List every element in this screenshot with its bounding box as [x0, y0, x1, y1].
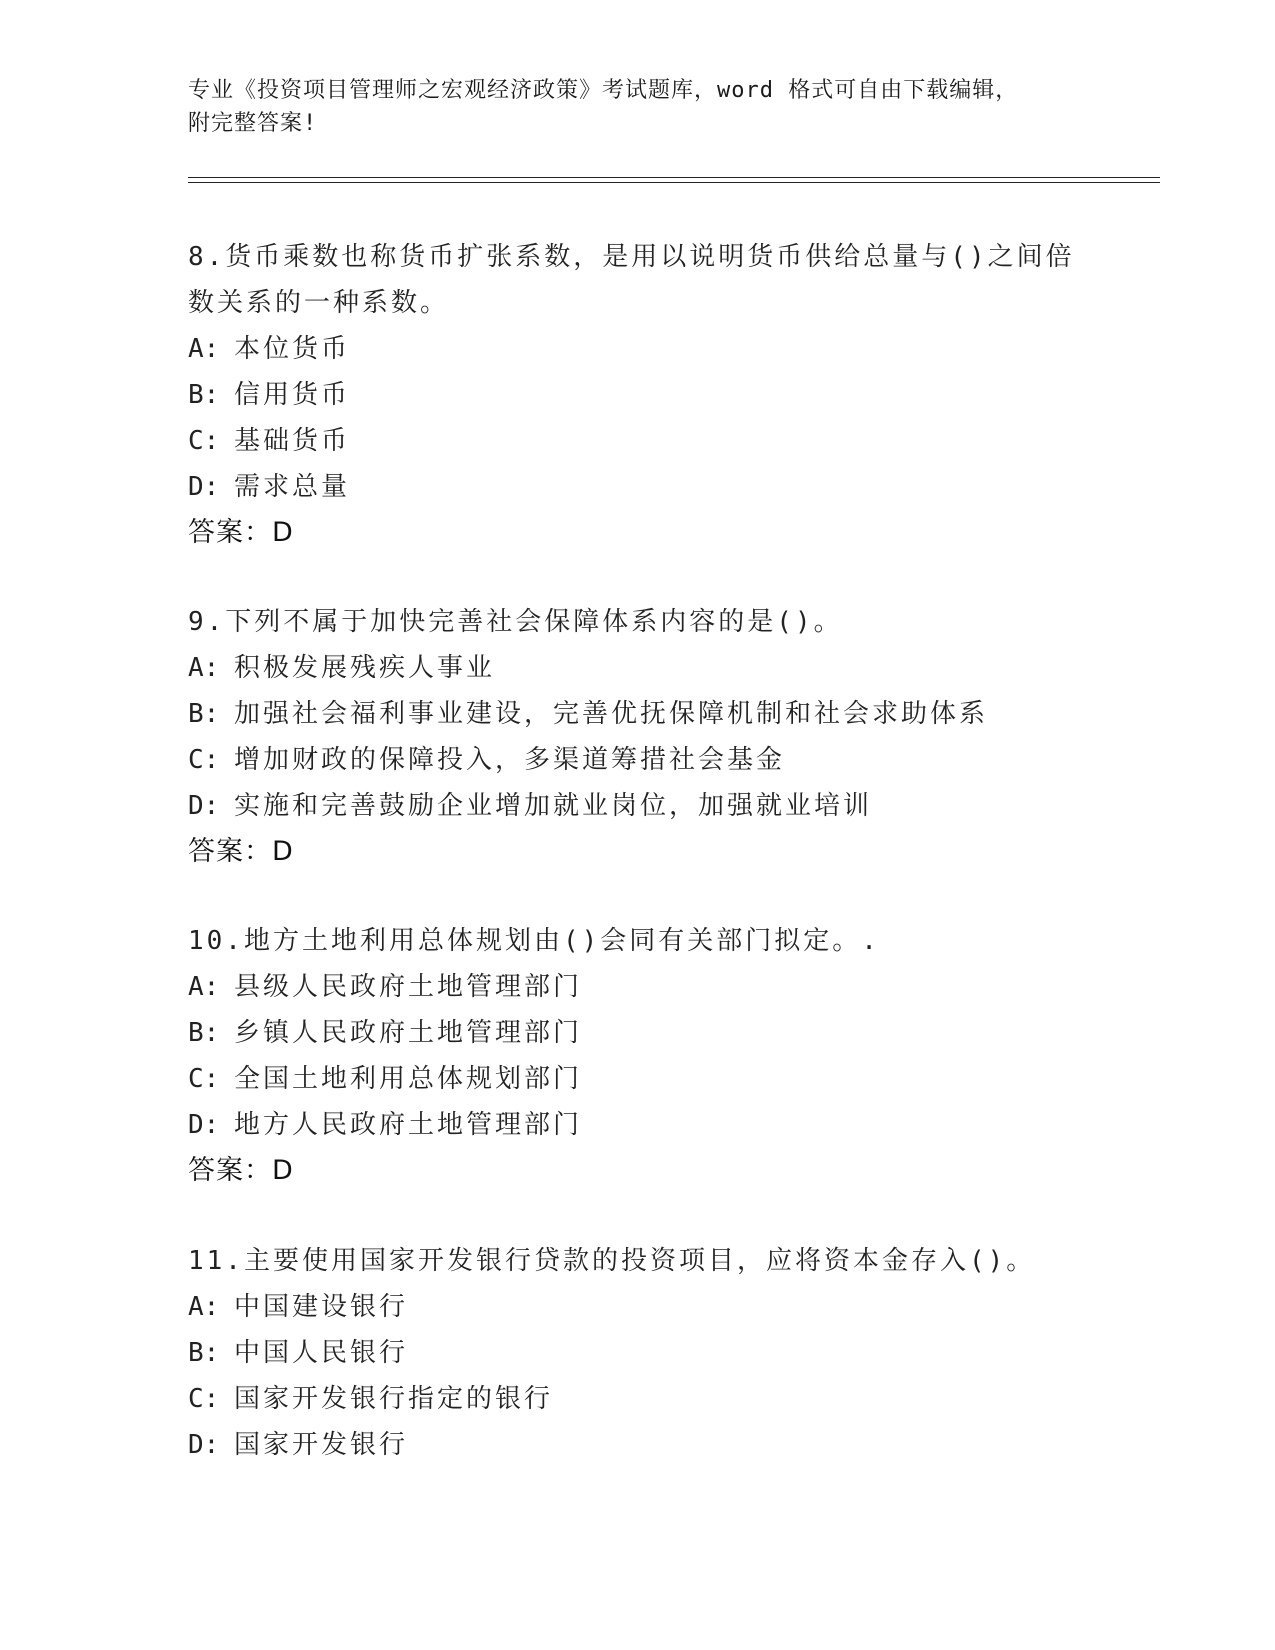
option-letter: A: [188, 334, 220, 364]
option-text: 地方人民政府土地管理部门 [234, 1110, 583, 1140]
answer-label: 答案：D [188, 836, 294, 867]
option-b [188, 372, 1088, 418]
header-divider-bottom [188, 182, 1160, 183]
question-stem: 10.地方土地利用总体规划由()会同有关部门拟定。. [188, 926, 880, 956]
option-b [188, 691, 1088, 737]
option-letter: C: [188, 426, 220, 456]
option-letter: D: [188, 1110, 220, 1140]
option-letter: C: [188, 1064, 220, 1094]
option-text: 实施和完善鼓励企业增加就业岗位，加强就业培训 [234, 791, 873, 821]
option-letter: D: [188, 472, 220, 502]
document-header [188, 74, 1068, 140]
option-letter: B: [188, 380, 220, 410]
option-text: 增加财政的保障投入，多渠道筹措社会基金 [234, 745, 786, 775]
question-stem-continued: 数关系的一种系数。 [188, 288, 450, 318]
question-stem: 9.下列不属于加快完善社会保障体系内容的是()。 [188, 607, 843, 637]
option-text: 加强社会福利事业建设，完善优抚保障机制和社会求助体系 [234, 699, 989, 729]
question-stem: 11.主要使用国家开发银行贷款的投资项目，应将资本金存入()。 [188, 1246, 1036, 1276]
option-a [188, 1284, 1088, 1330]
question-11 [188, 1238, 1088, 1468]
intro-text-line-1: 专业《投资项目管理师之宏观经济政策》考试题库，word 格式可自由下载编辑， [188, 78, 1019, 103]
option-b [188, 1010, 1088, 1056]
question-9 [188, 599, 1088, 875]
option-text: 基础货币 [234, 426, 351, 456]
option-text: 中国人民银行 [234, 1338, 409, 1368]
option-text: 中国建设银行 [234, 1292, 409, 1322]
option-text: 本位货币 [234, 334, 351, 364]
option-text: 国家开发银行指定的银行 [234, 1384, 554, 1414]
option-text: 国家开发银行 [234, 1430, 409, 1460]
answer-label: 答案：D [188, 1155, 294, 1186]
option-d [188, 1422, 1088, 1468]
option-letter: B: [188, 699, 220, 729]
answer-label: 答案：D [188, 517, 294, 548]
option-c [188, 737, 1088, 783]
option-letter: A: [188, 1292, 220, 1322]
option-letter: C: [188, 745, 220, 775]
question-stem: 8.货币乘数也称货币扩张系数，是用以说明货币供给总量与()之间倍 [188, 242, 1075, 272]
option-a [188, 645, 1088, 691]
option-b [188, 1330, 1088, 1376]
option-d [188, 783, 1088, 829]
option-letter: B: [188, 1338, 220, 1368]
option-d [188, 464, 1088, 510]
option-text: 需求总量 [234, 472, 351, 502]
header-divider-top [188, 177, 1160, 178]
question-8 [188, 234, 1088, 556]
option-a [188, 964, 1088, 1010]
option-c [188, 418, 1088, 464]
option-letter: D: [188, 791, 220, 821]
option-letter: A: [188, 653, 220, 683]
option-c [188, 1056, 1088, 1102]
option-letter: C: [188, 1384, 220, 1414]
option-text: 积极发展残疾人事业 [234, 653, 496, 683]
option-c [188, 1376, 1088, 1422]
option-d [188, 1102, 1088, 1148]
option-a [188, 326, 1088, 372]
option-text: 全国土地利用总体规划部门 [234, 1064, 583, 1094]
option-text: 信用货币 [234, 380, 351, 410]
option-letter: A: [188, 972, 220, 1002]
option-text: 县级人民政府土地管理部门 [234, 972, 583, 1002]
intro-text-line-2: 附完整答案! [188, 111, 318, 136]
option-letter: D: [188, 1430, 220, 1460]
option-text: 乡镇人民政府土地管理部门 [234, 1018, 583, 1048]
question-10 [188, 918, 1088, 1194]
option-letter: B: [188, 1018, 220, 1048]
